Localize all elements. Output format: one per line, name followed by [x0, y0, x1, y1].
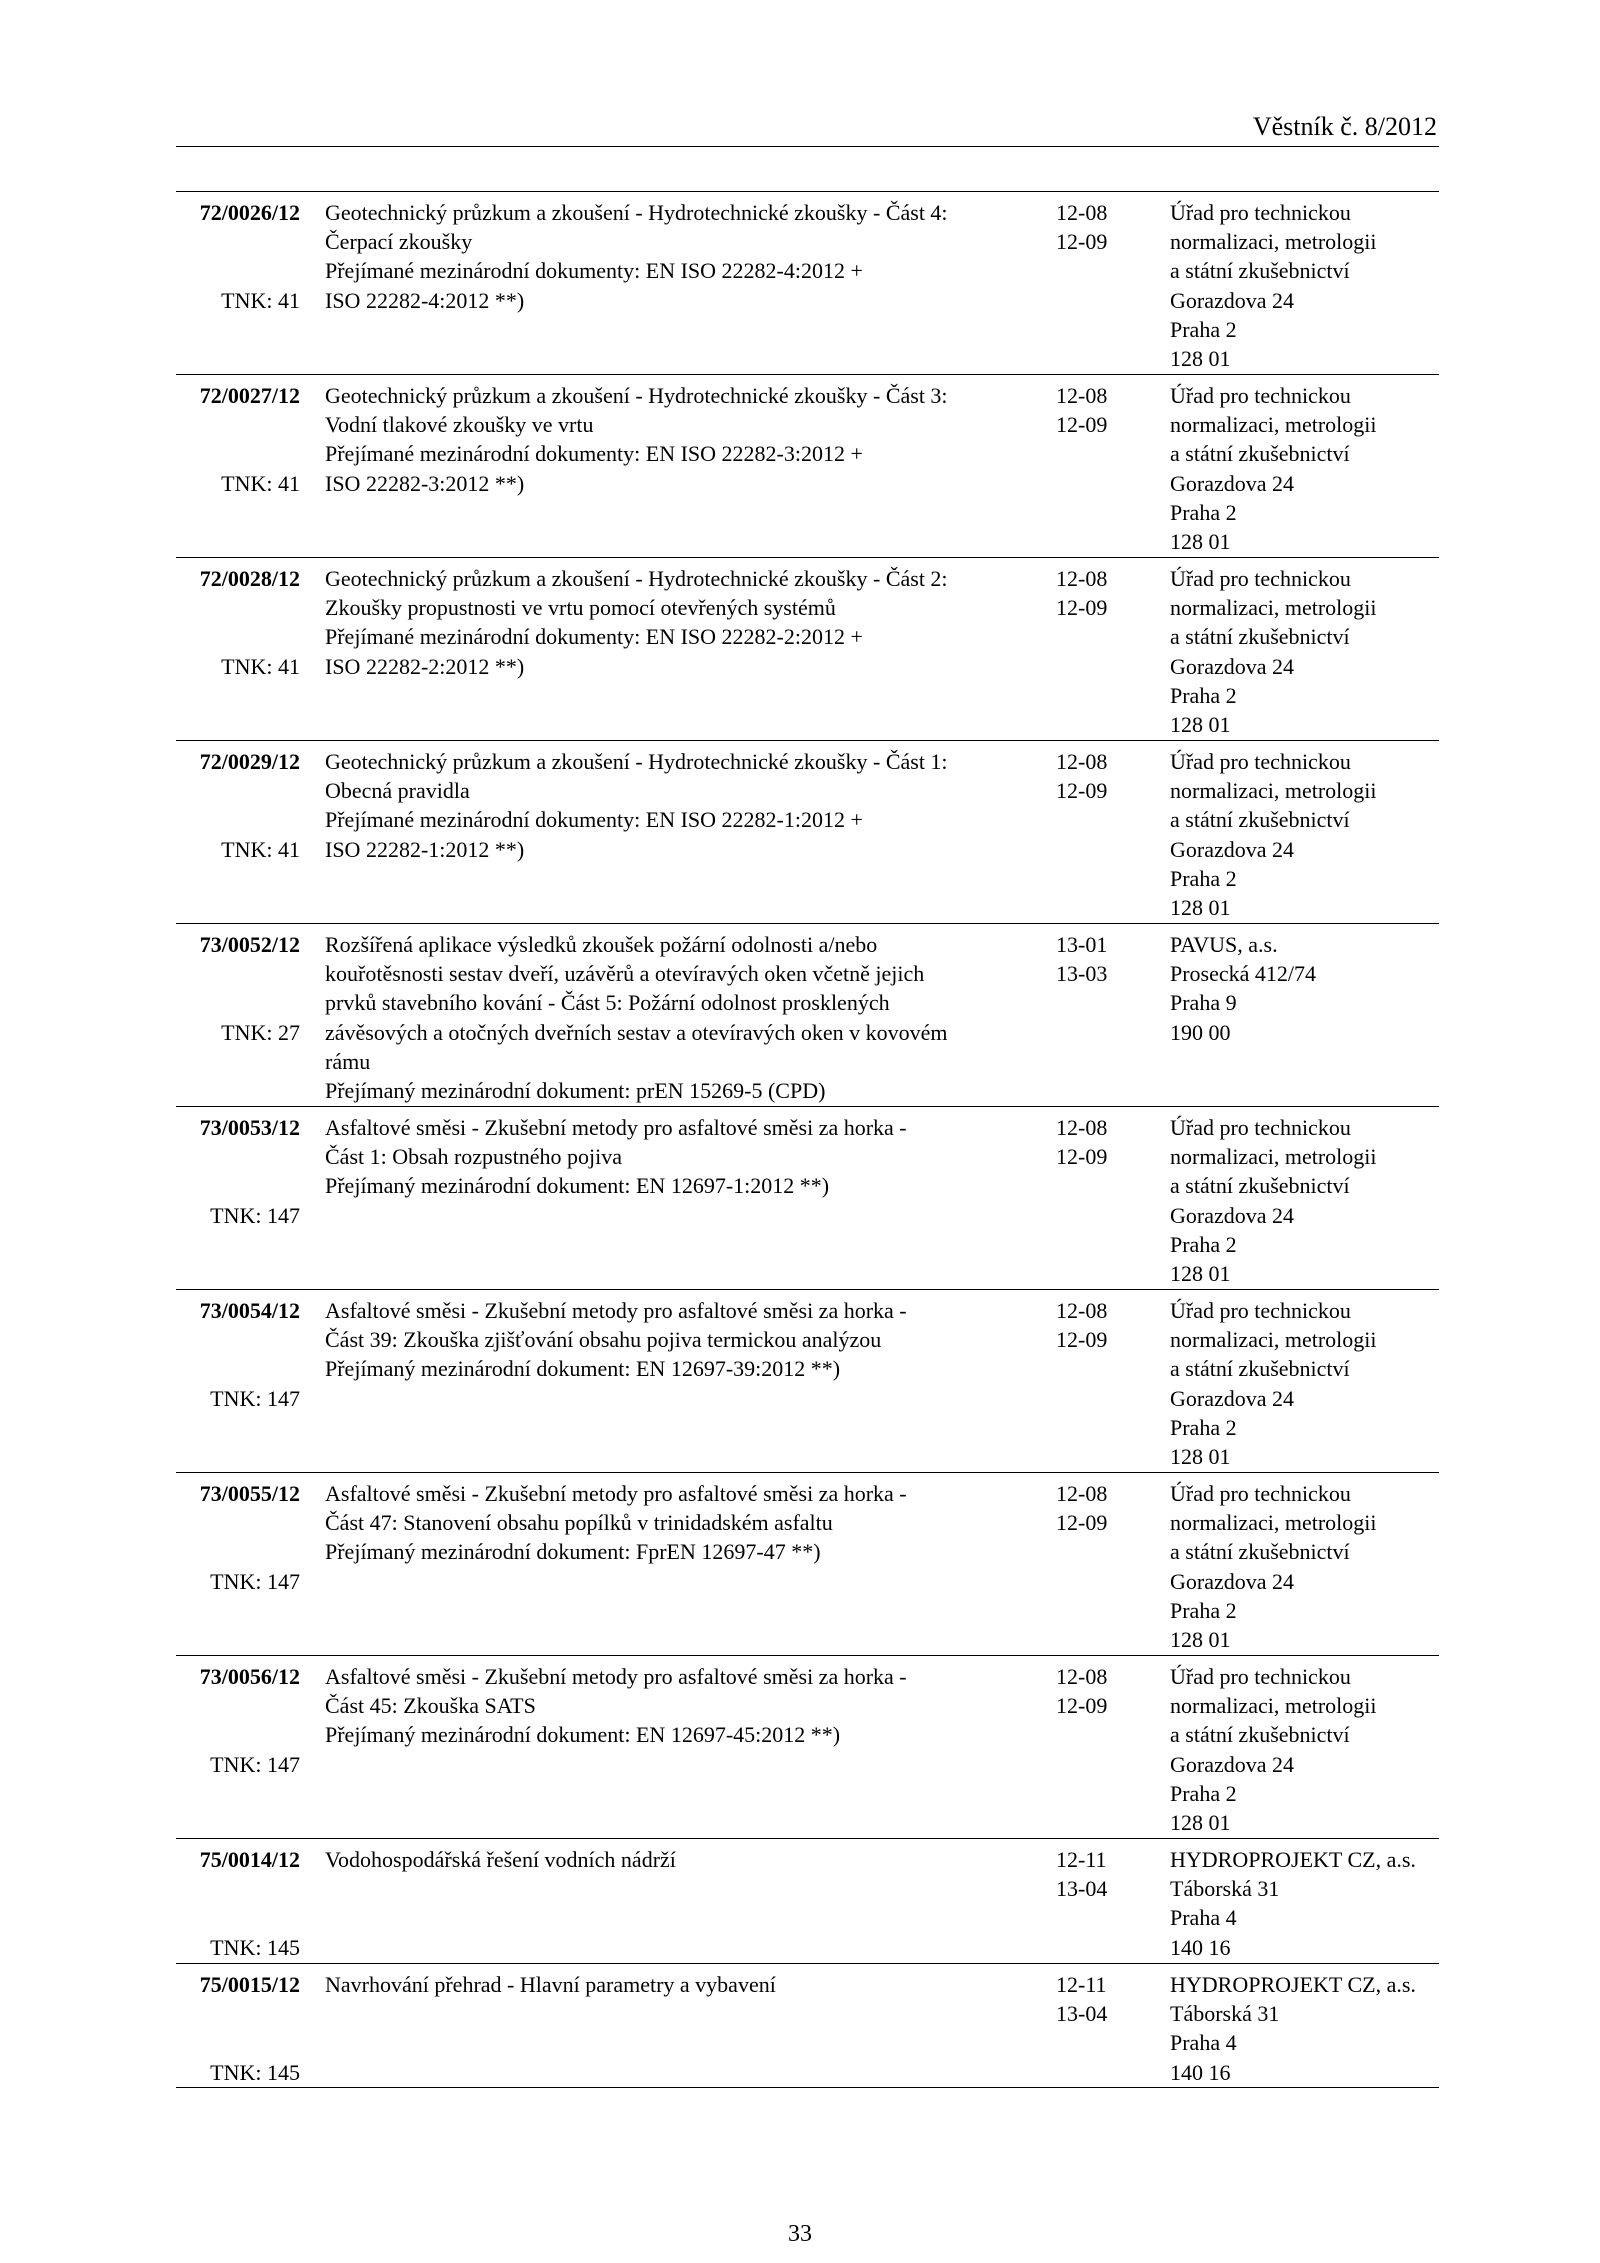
record-dates-line: 13-04 — [1056, 1876, 1108, 1902]
record-title-line: Část 45: Zkouška SATS — [325, 1693, 536, 1719]
record-number: 72/0028/12 — [199, 566, 300, 591]
record-address-line: a státní zkušebnictví — [1170, 258, 1350, 284]
record-dates — [1056, 381, 1136, 439]
record-address-line: 128 01 — [1170, 1261, 1231, 1287]
record-number: 73/0053/12 — [199, 1115, 300, 1140]
record-dates — [1056, 1845, 1136, 1903]
record-title-line: Obecná pravidla — [325, 778, 470, 804]
record-address-line: Prosecká 412/74 — [1170, 961, 1317, 987]
record-address-line: Praha 9 — [1170, 990, 1237, 1016]
record-dates-line: 12-09 — [1056, 412, 1108, 438]
record-dates — [1056, 1113, 1136, 1171]
record-number: 72/0029/12 — [199, 749, 300, 774]
standard-record — [176, 374, 1439, 557]
record-number: 75/0015/12 — [199, 1972, 300, 1997]
record-title-line: Asfaltové směsi - Zkušební metody pro asfaltové směsi za horka - — [325, 1481, 907, 1506]
record-title-line: ISO 22282-1:2012 **) — [325, 836, 525, 862]
record-title — [325, 1845, 1045, 1874]
record-tnk: TNK: 27 — [221, 1019, 300, 1045]
record-dates-line: 12-11 — [1056, 1847, 1107, 1872]
record-title — [325, 381, 1045, 498]
record-address-line: 128 01 — [1170, 712, 1231, 738]
record-title-line: Přejímaný mezinárodní dokument: prEN 15269-5 (CPD) — [325, 1078, 826, 1104]
record-number: 73/0055/12 — [199, 1481, 300, 1506]
record-title-line: Přejímaný mezinárodní dokument: FprEN 12697-47 **) — [325, 1539, 821, 1565]
record-title-line: ISO 22282-3:2012 **) — [325, 470, 525, 496]
record-address-line: normalizaci, metrologii — [1170, 778, 1377, 804]
page-header — [176, 112, 1439, 147]
page-number: 33 — [788, 2221, 812, 2247]
record-title-line: Čerpací zkoušky — [325, 229, 473, 255]
record-title-line: Navrhování přehrad - Hlavní parametry a vybavení — [325, 1972, 776, 1997]
record-dates — [1056, 1970, 1136, 2028]
record-address-line: 128 01 — [1170, 346, 1231, 372]
record-title — [325, 747, 1045, 864]
record-title-line: Geotechnický průzkum a zkoušení - Hydrotechnické zkoušky - Část 2: — [325, 566, 948, 591]
record-tnk: TNK: 147 — [210, 1751, 300, 1777]
record-dates-line: 12-09 — [1056, 778, 1108, 804]
record-address-line: a státní zkušebnictví — [1170, 1539, 1350, 1565]
record-dates — [1056, 747, 1136, 805]
record-dates-line: 12-08 — [1056, 1298, 1108, 1323]
record-address-line: Praha 2 — [1170, 1414, 1237, 1440]
record-tnk: TNK: 145 — [210, 1934, 300, 1960]
record-number: 73/0054/12 — [199, 1298, 300, 1323]
record-address — [1170, 1845, 1445, 1962]
record-title-line: Asfaltové směsi - Zkušební metody pro asfaltové směsi za horka - — [325, 1664, 907, 1689]
record-address-line: a státní zkušebnictví — [1170, 441, 1350, 467]
record-address-line: Úřad pro technickou — [1170, 749, 1351, 774]
record-dates-line: 12-09 — [1056, 1327, 1108, 1353]
record-address-line: Praha 2 — [1170, 499, 1237, 525]
record-address-line: a státní zkušebnictví — [1170, 1173, 1350, 1199]
record-address-line: a státní zkušebnictví — [1170, 624, 1350, 650]
standard-record — [176, 191, 1439, 374]
record-dates-line: 12-11 — [1056, 1972, 1107, 1997]
record-address-line: Gorazdova 24 — [1170, 1568, 1295, 1594]
record-address-line: Táborská 31 — [1170, 1876, 1280, 1902]
record-dates-line: 12-08 — [1056, 1481, 1108, 1506]
record-dates — [1056, 930, 1136, 988]
record-dates — [1056, 1662, 1136, 1720]
record-address-line: HYDROPROJEKT CZ, a.s. — [1170, 1847, 1416, 1872]
record-title-line: prvků stavebního kování - Část 5: Požární odolnost prosklených — [325, 990, 890, 1016]
record-dates-line: 12-08 — [1056, 749, 1108, 774]
record-title-line: Asfaltové směsi - Zkušební metody pro asfaltové směsi za horka - — [325, 1298, 907, 1323]
record-address-line: Úřad pro technickou — [1170, 1298, 1351, 1323]
record-address-line: Praha 2 — [1170, 1597, 1237, 1623]
standard-record — [176, 923, 1439, 1106]
record-title — [325, 564, 1045, 681]
record-tnk: TNK: 41 — [221, 287, 300, 313]
record-dates-line: 12-08 — [1056, 566, 1108, 591]
record-address-line: Praha 4 — [1170, 1905, 1237, 1931]
standard-record — [176, 1655, 1439, 1838]
record-tnk: TNK: 147 — [210, 1385, 300, 1411]
record-title-line: Přejímané mezinárodní dokumenty: EN ISO 22282-3:2012 + — [325, 441, 863, 467]
standard-record — [176, 1106, 1439, 1289]
record-address — [1170, 1970, 1445, 2087]
record-title-line: Geotechnický průzkum a zkoušení - Hydrotechnické zkoušky - Část 3: — [325, 383, 948, 408]
record-address-line: PAVUS, a.s. — [1170, 932, 1278, 957]
record-tnk: TNK: 145 — [210, 2059, 300, 2085]
record-title-line: rámu — [325, 1048, 371, 1074]
record-address-line: Gorazdova 24 — [1170, 1202, 1295, 1228]
standard-record — [176, 1963, 1439, 2088]
record-title — [325, 1113, 1045, 1201]
record-number: 73/0052/12 — [199, 932, 300, 957]
record-address-line: Praha 2 — [1170, 682, 1237, 708]
record-title-line: Přejímané mezinárodní dokumenty: EN ISO 22282-2:2012 + — [325, 624, 863, 650]
bulletin-title: Věstník č. 8/2012 — [1252, 112, 1437, 141]
record-dates-line: 13-04 — [1056, 2001, 1108, 2027]
record-title-line: Zkoušky propustnosti ve vrtu pomocí otevřených systémů — [325, 595, 836, 621]
record-dates-line: 13-03 — [1056, 961, 1108, 987]
record-address-line: Gorazdova 24 — [1170, 470, 1295, 496]
record-address — [1170, 1479, 1445, 1654]
record-number: 73/0056/12 — [199, 1664, 300, 1689]
record-title — [325, 1479, 1045, 1567]
record-address — [1170, 198, 1445, 373]
record-address-line: normalizaci, metrologii — [1170, 229, 1377, 255]
record-address-line: Praha 2 — [1170, 1780, 1237, 1806]
record-address-line: normalizaci, metrologii — [1170, 1327, 1377, 1353]
record-dates-line: 12-08 — [1056, 200, 1108, 225]
record-tnk: TNK: 41 — [221, 470, 300, 496]
record-address-line: Praha 2 — [1170, 316, 1237, 342]
standard-record — [176, 1838, 1439, 1963]
record-title-line: ISO 22282-4:2012 **) — [325, 287, 525, 313]
record-title-line: Přejímané mezinárodní dokumenty: EN ISO 22282-1:2012 + — [325, 807, 863, 833]
record-address-line: normalizaci, metrologii — [1170, 1144, 1377, 1170]
record-dates-line: 12-09 — [1056, 1510, 1108, 1536]
record-address-line: Úřad pro technickou — [1170, 200, 1351, 225]
record-number: 72/0026/12 — [199, 200, 300, 225]
record-dates-line: 13-01 — [1056, 932, 1108, 957]
record-address-line: 128 01 — [1170, 1444, 1231, 1470]
record-title-line: Přejímané mezinárodní dokumenty: EN ISO 22282-4:2012 + — [325, 258, 863, 284]
record-title — [325, 1662, 1045, 1750]
record-address — [1170, 930, 1445, 1047]
record-address — [1170, 1662, 1445, 1837]
record-dates-line: 12-08 — [1056, 1115, 1108, 1140]
record-address-line: a státní zkušebnictví — [1170, 1722, 1350, 1748]
record-title-line: Přejímaný mezinárodní dokument: EN 12697-45:2012 **) — [325, 1722, 841, 1748]
record-address-line: Praha 2 — [1170, 1231, 1237, 1257]
standard-record — [176, 1472, 1439, 1655]
record-address-line: Úřad pro technickou — [1170, 566, 1351, 591]
record-tnk: TNK: 147 — [210, 1568, 300, 1594]
record-address-line: Gorazdova 24 — [1170, 1751, 1295, 1777]
record-title-line: ISO 22282-2:2012 **) — [325, 653, 525, 679]
record-title-line: Část 39: Zkouška zjišťování obsahu pojiva termickou analýzou — [325, 1327, 882, 1353]
record-dates — [1056, 1296, 1136, 1354]
record-address-line: 140 16 — [1170, 2059, 1231, 2085]
record-address-line: Praha 4 — [1170, 2030, 1237, 2056]
record-address — [1170, 1296, 1445, 1471]
record-title-line: závěsových a otočných dveřních sestav a otevíravých oken v kovovém — [325, 1019, 948, 1045]
record-title-line: Geotechnický průzkum a zkoušení - Hydrotechnické zkoušky - Část 4: — [325, 200, 948, 225]
record-address-line: Táborská 31 — [1170, 2001, 1280, 2027]
record-address-line: a státní zkušebnictví — [1170, 1356, 1350, 1382]
record-address-line: 128 01 — [1170, 1627, 1231, 1653]
record-title — [325, 930, 1045, 1105]
record-address-line: 128 01 — [1170, 895, 1231, 921]
record-address-line: Gorazdova 24 — [1170, 1385, 1295, 1411]
record-dates-line: 12-09 — [1056, 1693, 1108, 1719]
record-title — [325, 1296, 1045, 1384]
record-address — [1170, 381, 1445, 556]
record-dates-line: 12-09 — [1056, 595, 1108, 621]
record-address — [1170, 747, 1445, 922]
record-address-line: Gorazdova 24 — [1170, 836, 1295, 862]
record-title-line: Část 47: Stanovení obsahu popílků v trinidadském asfaltu — [325, 1510, 833, 1536]
record-address-line: normalizaci, metrologii — [1170, 1510, 1377, 1536]
record-address-line: Gorazdova 24 — [1170, 653, 1295, 679]
record-address-line: HYDROPROJEKT CZ, a.s. — [1170, 1972, 1416, 1997]
record-tnk: TNK: 41 — [221, 836, 300, 862]
standard-record — [176, 557, 1439, 740]
record-address-line: Praha 2 — [1170, 865, 1237, 891]
standard-record — [176, 1289, 1439, 1472]
record-title-line: kouřotěsnosti sestav dveří, uzávěrů a otevíravých oken včetně jejich — [325, 961, 925, 987]
record-address-line: normalizaci, metrologii — [1170, 412, 1377, 438]
standard-record — [176, 740, 1439, 923]
record-title-line: Vodohospodářská řešení vodních nádrží — [325, 1847, 676, 1872]
record-address — [1170, 1113, 1445, 1288]
record-address-line: 190 00 — [1170, 1019, 1231, 1045]
record-title-line: Část 1: Obsah rozpustného pojiva — [325, 1144, 622, 1170]
record-dates — [1056, 198, 1136, 256]
record-address-line: Gorazdova 24 — [1170, 287, 1295, 313]
record-address-line: Úřad pro technickou — [1170, 1481, 1351, 1506]
record-address-line: Úřad pro technickou — [1170, 383, 1351, 408]
record-title — [325, 1970, 1045, 1999]
record-title-line: Přejímaný mezinárodní dokument: EN 12697-1:2012 **) — [325, 1173, 830, 1199]
record-dates — [1056, 1479, 1136, 1537]
record-tnk: TNK: 41 — [221, 653, 300, 679]
record-address-line: Úřad pro technickou — [1170, 1115, 1351, 1140]
record-dates — [1056, 564, 1136, 622]
record-address — [1170, 564, 1445, 739]
record-address-line: normalizaci, metrologii — [1170, 1693, 1377, 1719]
record-address-line: 140 16 — [1170, 1934, 1231, 1960]
record-number: 72/0027/12 — [199, 383, 300, 408]
record-title — [325, 198, 1045, 315]
record-dates-line: 12-09 — [1056, 229, 1108, 255]
record-address-line: Úřad pro technickou — [1170, 1664, 1351, 1689]
record-address-line: 128 01 — [1170, 529, 1231, 555]
record-number: 75/0014/12 — [199, 1847, 300, 1872]
record-dates-line: 12-09 — [1056, 1144, 1108, 1170]
record-dates-line: 12-08 — [1056, 1664, 1108, 1689]
record-title-line: Asfaltové směsi - Zkušební metody pro asfaltové směsi za horka - — [325, 1115, 907, 1140]
record-dates-line: 12-08 — [1056, 383, 1108, 408]
record-tnk: TNK: 147 — [210, 1202, 300, 1228]
record-title-line: Vodní tlakové zkoušky ve vrtu — [325, 412, 594, 438]
record-address-line: normalizaci, metrologii — [1170, 595, 1377, 621]
record-address-line: 128 01 — [1170, 1810, 1231, 1836]
record-title-line: Rozšířená aplikace výsledků zkoušek požární odolnosti a/nebo — [325, 932, 878, 957]
record-title-line: Geotechnický průzkum a zkoušení - Hydrotechnické zkoušky - Část 1: — [325, 749, 948, 774]
record-title-line: Přejímaný mezinárodní dokument: EN 12697-39:2012 **) — [325, 1356, 841, 1382]
standards-list — [176, 191, 1439, 2088]
record-address-line: a státní zkušebnictví — [1170, 807, 1350, 833]
